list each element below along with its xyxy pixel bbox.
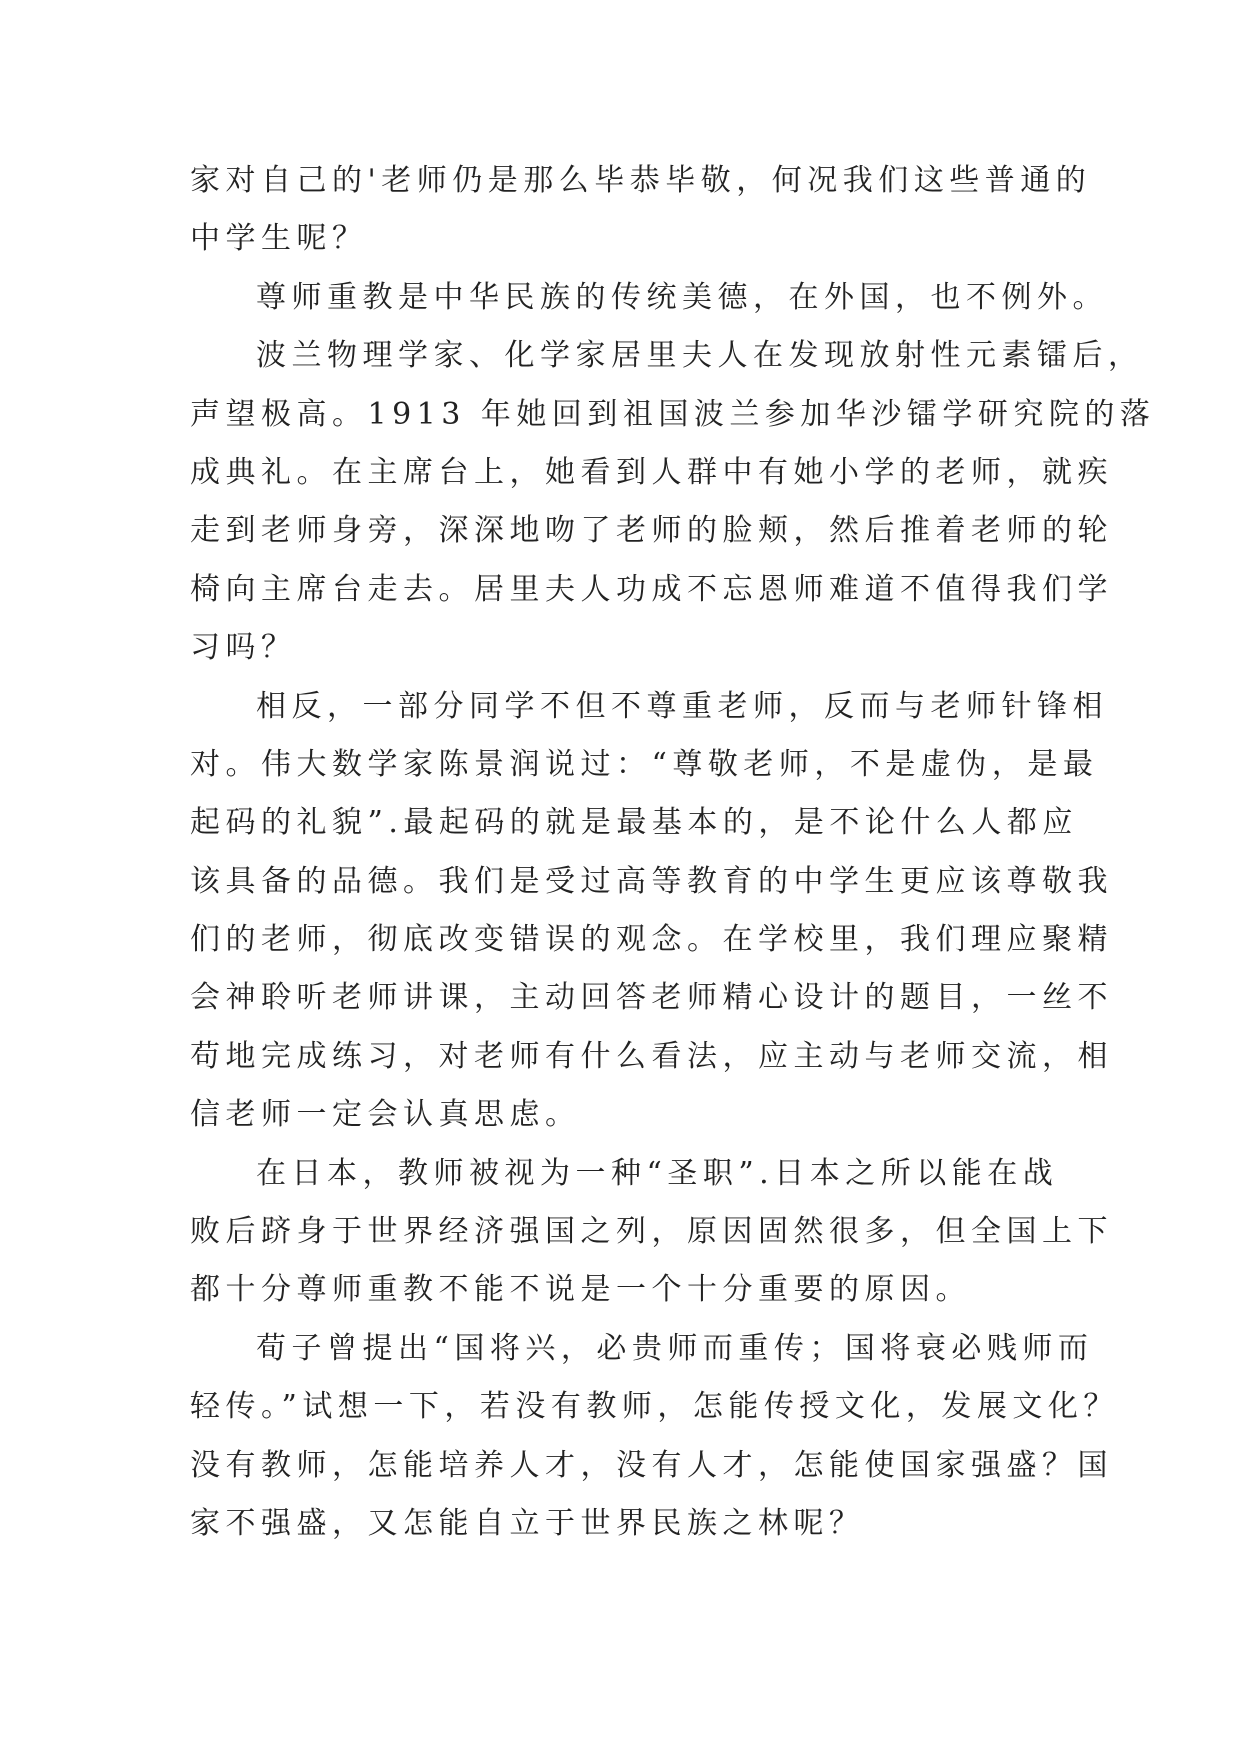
text-line: 相反，一部分同学不但不尊重老师，反而与老师针锋相	[256, 688, 1108, 724]
text-line: 成典礼。在主席台上，她看到人群中有她小学的老师，就疾	[190, 454, 1113, 490]
text-line: 没有教师，怎能培养人才，没有人才，怎能使国家强盛？国	[190, 1447, 1113, 1483]
text-line: 尊师重教是中华民族的传统美德，在外国，也不例外。	[256, 279, 1108, 315]
text-line: 荀子曾提出“国将兴，必贵师而重传；国将衰必贱师而	[256, 1330, 1094, 1366]
text-line: 们的老师，彻底改变错误的观念。在学校里，我们理应聚精	[190, 922, 1113, 958]
text-line: 中学生呢？	[190, 221, 368, 257]
document-body	[190, 152, 1156, 1553]
text-line: 败后跻身于世界经济强国之列，原因固然很多，但全国上下	[190, 1214, 1113, 1250]
text-line: 会神聆听老师讲课，主动回答老师精心设计的题目，一丝不	[190, 980, 1113, 1016]
text-line: 信老师一定会认真思虑。	[190, 1097, 581, 1133]
text-line: 习吗？	[190, 630, 297, 666]
text-line: 起码的礼貌”.最起码的就是最基本的，是不论什么人都应	[190, 805, 1078, 841]
text-line: 该具备的品德。我们是受过高等教育的中学生更应该尊敬我	[190, 863, 1113, 899]
text-line: 苟地完成练习，对老师有什么看法，应主动与老师交流，相	[190, 1038, 1113, 1074]
text-line: 都十分尊师重教不能不说是一个十分重要的原因。	[190, 1272, 971, 1308]
text-line: 声望极高。1913 年她回到祖国波兰参加华沙镭学研究院的落	[190, 396, 1156, 432]
text-line: 在日本，教师被视为一种“圣职”.日本之所以能在战	[256, 1155, 1059, 1191]
text-line: 走到老师身旁，深深地吻了老师的脸颊，然后推着老师的轮	[190, 513, 1113, 549]
text-line: 轻传。”试想一下，若没有教师，怎能传授文化，发展文化？	[190, 1389, 1119, 1425]
text-line: 对。伟大数学家陈景润说过：“尊敬老师，不是虚伪，是最	[190, 746, 1099, 782]
text-line: 椅向主席台走去。居里夫人功成不忘恩师难道不值得我们学	[190, 571, 1113, 607]
text-line: 波兰物理学家、化学家居里夫人在发现放射性元素镭后，	[256, 338, 1144, 374]
text-line: 家对自己的'老师仍是那么毕恭毕敬，何况我们这些普通的	[190, 163, 1092, 198]
text-line: 家不强盛，又怎能自立于世界民族之林呢？	[190, 1505, 865, 1541]
